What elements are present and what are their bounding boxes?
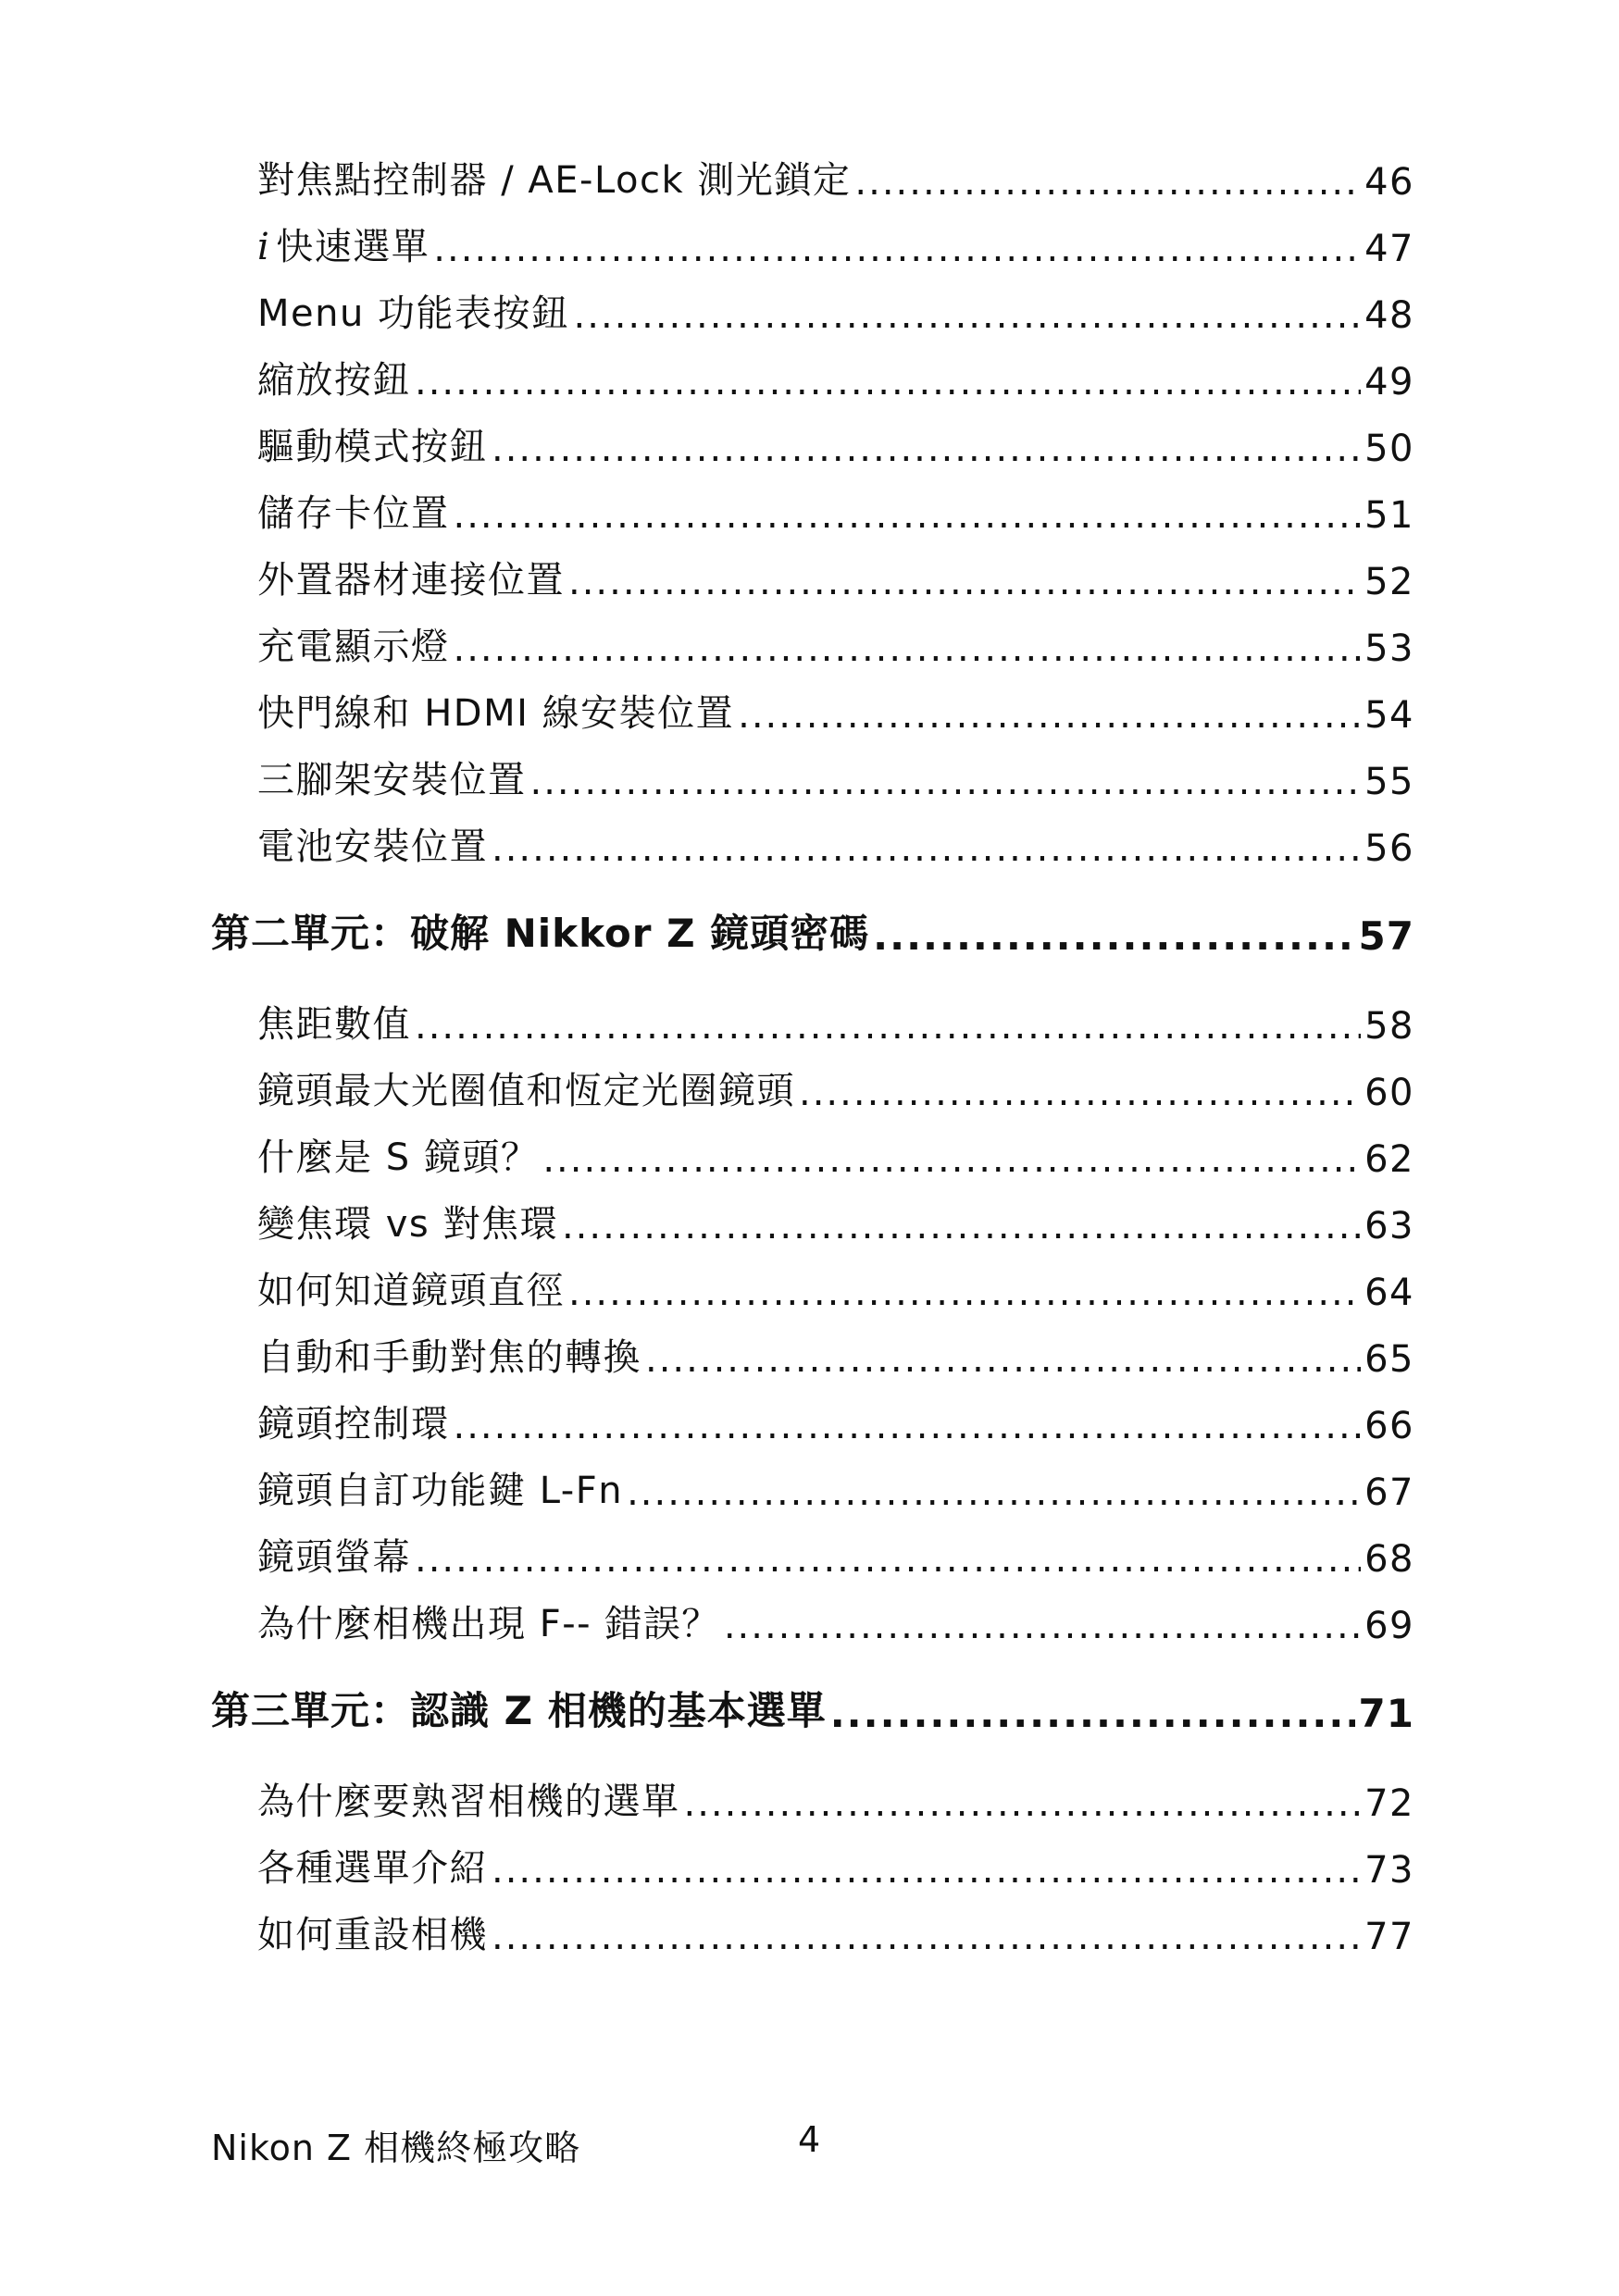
dot-leader [574,294,1362,337]
toc-entry[interactable] [211,215,1414,270]
toc-entry-title: 什麼是 S 鏡頭？ [257,1136,540,1179]
toc-entry-title: 為什麼要熟習相機的選單 [257,1781,680,1823]
toc-entry-page: 72 [1364,1782,1414,1825]
toc-entry[interactable] [211,415,1414,470]
toc-entry[interactable] [211,748,1414,803]
toc-chapter-heading[interactable] [211,903,1414,959]
dot-leader [454,627,1362,670]
toc-entry-title: 鏡頭控制環 [257,1403,450,1446]
toc-entry-title: 變焦環 vs 對焦環 [257,1203,558,1246]
toc-entry-title: 快門線和 HDMI 線安裝位置 [257,692,735,735]
toc-entry[interactable] [211,614,1414,670]
toc-entry[interactable] [211,1525,1414,1581]
dot-leader [854,161,1361,204]
dot-leader [433,228,1361,270]
toc-chapter-title: 第三單元：認識 Z 相機的基本選單 [211,1688,827,1733]
toc-entry-title: 如何知道鏡頭直徑 [257,1270,565,1312]
toc-entry[interactable] [211,814,1414,870]
footer-page-number: 4 [798,2119,821,2160]
toc-entry-title: 鏡頭自訂功能鍵 L-Fn [257,1470,624,1512]
dot-leader [454,1405,1362,1447]
dot-leader [562,1205,1361,1247]
toc-entry[interactable] [211,348,1414,403]
dot-leader [542,1138,1361,1181]
dot-leader [530,761,1362,803]
toc-entry[interactable] [211,1059,1414,1114]
toc-entry[interactable] [211,1769,1414,1825]
toc-entry-title: 對焦點控制器 / AE-Lock 測光鎖定 [257,159,852,202]
toc-entry-title: 如何重設相機 [257,1914,488,1956]
italic-prefix: i [257,226,271,268]
toc-entry[interactable] [211,148,1414,204]
dot-leader [627,1471,1361,1514]
toc-entry-title: 儲存卡位置 [257,492,450,535]
toc-entry-page: 67 [1364,1471,1414,1514]
toc-entry-page: 52 [1364,561,1414,603]
dot-leader [415,361,1361,403]
toc-entry[interactable] [211,1458,1414,1514]
toc-entry-title: 自動和手動對焦的轉換 [257,1336,641,1379]
footer-book-title: Nikon Z 相機終極攻略 [211,2128,581,2168]
toc-entry-page: 54 [1364,694,1414,737]
toc-entry-page: 56 [1364,827,1414,870]
dot-leader [568,1272,1361,1314]
toc-chapter-heading[interactable] [211,1681,1414,1736]
toc-entry-page: 63 [1364,1205,1414,1247]
toc-entry-page: 55 [1364,761,1414,803]
toc-entry-page: 68 [1364,1538,1414,1581]
toc-entry[interactable] [211,681,1414,737]
toc-entry-page: 62 [1364,1138,1414,1181]
dot-leader [738,694,1361,737]
dot-leader [415,1005,1361,1048]
dot-leader [724,1605,1361,1647]
toc-entry[interactable] [211,1592,1414,1647]
dot-leader [830,1691,1355,1736]
toc-entry-title: 充電顯示燈 [257,626,450,668]
toc-entry-page: 60 [1364,1072,1414,1114]
toc-entry[interactable] [211,1903,1414,1958]
toc-entry[interactable] [211,1192,1414,1247]
toc-chapter-page: 71 [1358,1691,1414,1736]
toc-entry[interactable] [211,1125,1414,1181]
dot-leader [492,1916,1361,1958]
toc-entry-title: 電池安裝位置 [257,825,488,868]
toc-entry-title: 三腳架安裝位置 [257,759,527,801]
toc-entry-title: 鏡頭最大光圈值和恆定光圈鏡頭 [257,1070,795,1112]
toc-chapter-title: 第二單元：破解 Nikkor Z 鏡頭密碼 [211,911,870,956]
toc-chapter-page: 57 [1358,913,1414,959]
toc-entry-page: 77 [1364,1916,1414,1958]
dot-leader [873,913,1354,959]
toc-entry-page: 65 [1364,1338,1414,1381]
toc-entry-title: i 快速選單 [257,226,430,268]
toc-entry[interactable] [211,281,1414,337]
toc-entry[interactable] [211,1836,1414,1892]
toc-entry-page: 73 [1364,1849,1414,1892]
toc-entry-title: 縮放按鈕 [257,359,411,402]
toc-entry-title: 各種選單介紹 [257,1847,488,1890]
toc-entry[interactable] [211,1392,1414,1447]
toc-entry[interactable] [211,481,1414,537]
toc-entry-page: 46 [1364,161,1414,204]
toc-entry-page: 49 [1364,361,1414,403]
dot-leader [799,1072,1361,1114]
dot-leader [492,428,1361,470]
toc-entry[interactable] [211,1325,1414,1381]
toc-entry-page: 50 [1364,428,1414,470]
toc-entry-page: 66 [1364,1405,1414,1447]
toc-entry-title: 驅動模式按鈕 [257,426,488,468]
toc-entry-title: 焦距數值 [257,1003,411,1046]
dot-leader [415,1538,1361,1581]
toc-entry-page: 69 [1364,1605,1414,1647]
toc-entry-page: 53 [1364,627,1414,670]
dot-leader [454,494,1362,537]
toc-entry[interactable] [211,1259,1414,1314]
dot-leader [492,1849,1361,1892]
toc-entry-page: 48 [1364,294,1414,337]
toc-entry-title: 為什麼相機出現 F-- 錯誤？ [257,1603,720,1645]
toc-entry-page: 64 [1364,1272,1414,1314]
toc-entry-page: 58 [1364,1005,1414,1048]
dot-leader [492,827,1361,870]
toc-entry-title: 外置器材連接位置 [257,559,565,602]
dot-leader [568,561,1361,603]
toc-entry[interactable] [211,992,1414,1048]
toc-entry-title: Menu 功能表按鈕 [257,292,570,335]
toc-entry-page: 47 [1364,228,1414,270]
toc-entry-title: 鏡頭螢幕 [257,1536,411,1579]
toc-entry-page: 51 [1364,494,1414,537]
dot-leader [645,1338,1361,1381]
dot-leader [684,1782,1362,1825]
toc-entry[interactable] [211,548,1414,603]
